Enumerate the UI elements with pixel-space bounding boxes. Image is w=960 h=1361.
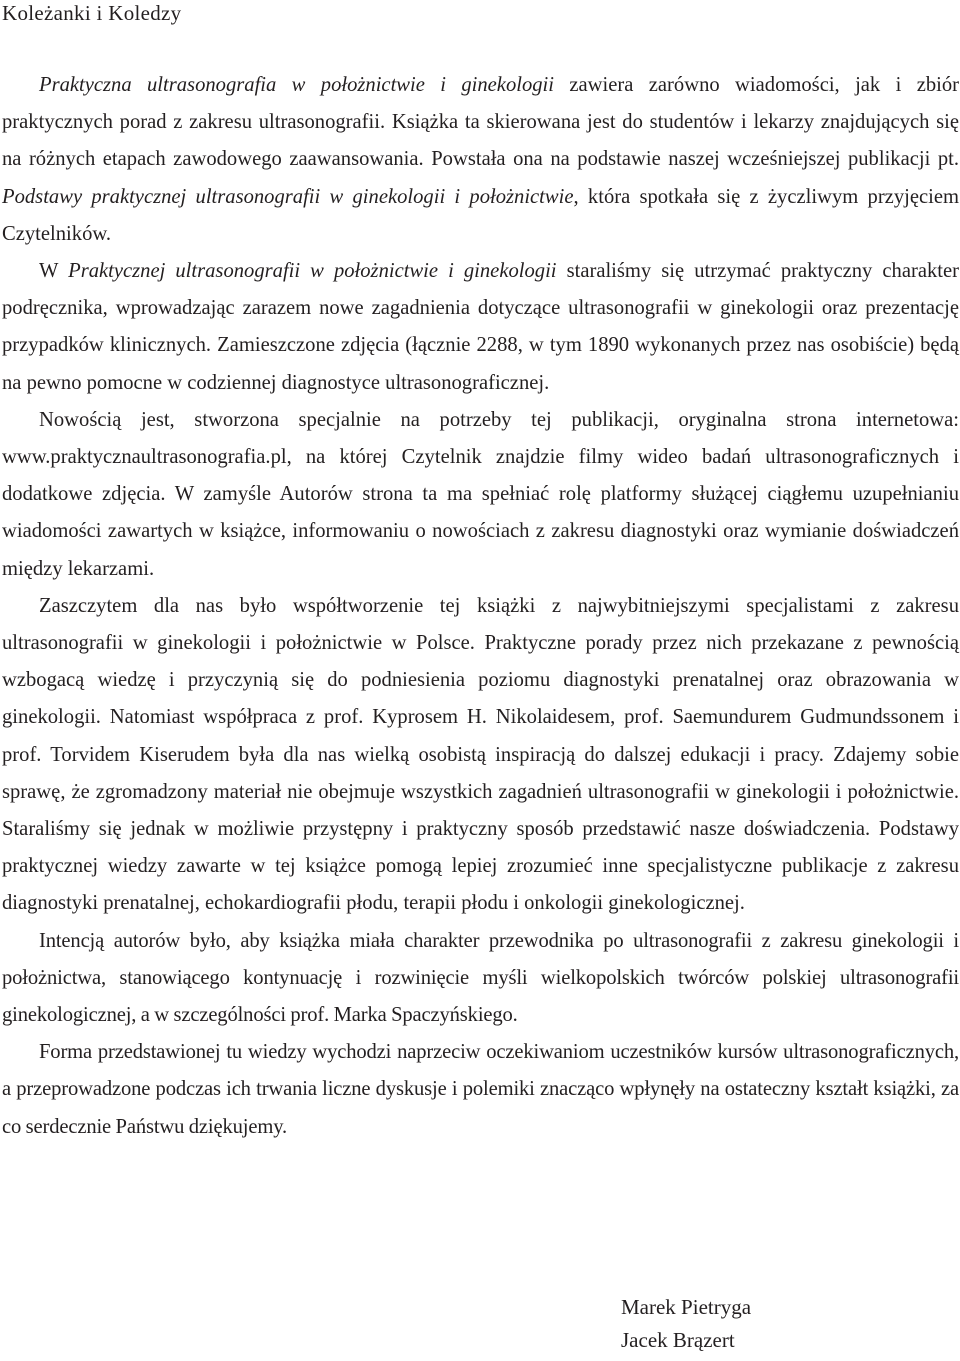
paragraph-1 bbox=[2, 67, 959, 253]
paragraph-3: Nowością jest, stworzona specjalnie na potrzeby tej publikacji, oryginalna strona internetowa: www.praktycznaultrasonografia.pl, na której Czytelnik znajdzie filmy wideo badań ultrasonograficznych i dodatkowe zdjęcia. W zamyśle Autorów strona ta ma spełniać rolę platformy służącej ciągłemu uzupełnianiu wiadomości zawartych w książce, informowaniu o nowościach z zakresu diagnostyki oraz wymianie doświadczeń między lekarzami. bbox=[2, 408, 959, 580]
paragraph-5: Intencją autorów było, aby książka miała charakter przewodnika po ultrasonografii z zakresu ginekologii i położnictwa, stanowiącego kontynuację i rozwinięcie myśli wielkopolskich twórców polskiej ultrasonografii ginekologicznej, a w szczególności prof. Marka Spaczyńskiego. bbox=[2, 929, 959, 1027]
signature-block bbox=[621, 1291, 751, 1357]
paragraph-4: Zaszczytem dla nas było współtworzenie tej książki z najwybitniejszymi specjalistami z zakresu ultrasonografii w ginekologii i położnictwie w Polsce. Praktyczne porady przez nich przekazane z pewnością wzbogacą wiedzę i przyczynią się do podniesienia poziomu diagnostyki prenatalnej oraz obrazowania w ginekologii. Natomiast współpraca z prof. Kyprosem H. Nikolaidesem, prof. Saemundurem Gudmundssonem i prof. Torvidem Kiserudem była dla nas wielką osobistą inspiracją do dalszej edukacji i pracy. Zdajemy sobie sprawę, że zgromadzony materiał nie obejmuje wszystkich zagadnień ultrasonografii w ginekologii i położnictwie. Staraliśmy się jednak w możliwie przystępny i praktyczny sposób przedstawić nasze doświadczenia. Podstawy praktycznej wiedzy zawarte w tej książce pomogą lepiej zrozumieć inne specjalistyczne publikacje z zakresu diagnostyki prenatalnej, echokardiografii płodu, terapii płodu i onkologii ginekologicznej. bbox=[2, 594, 959, 915]
paragraph-1-text-a: zawiera zarówno wiadomości, jak i zbiór praktycznych porad z zakresu ultrasonografii. Książka ta skierowana jest do studentów i lekarzy znajdujących się na różnych etapach zawodowego zaawansowania. Powstała ona na podstawie naszej wcześniejszej publikacji pt. bbox=[2, 74, 960, 171]
letter-body bbox=[2, 65, 959, 1146]
previous-book-title: Podstawy praktycznej ultrasonografii w ginekologii i położnictwie bbox=[2, 185, 574, 208]
author-name: Marek Pietryga bbox=[621, 1295, 752, 1319]
paragraph-2-lead: W bbox=[39, 260, 69, 283]
paragraph-6: Forma przedstawionej tu wiedzy wychodzi naprzeciw oczekiwaniom uczestników kursów ultrasonograficznych, a przeprowadzone podczas ich trwania liczne dyskusje i polemiki znacząco wpłynęły na ostateczny kształt książki, za co serdecznie Państwu dziękujemy. bbox=[2, 1041, 959, 1138]
author-name: Jacek Brązert bbox=[621, 1328, 735, 1352]
greeting-heading: Koleżanki i Koledzy bbox=[2, 1, 182, 25]
paragraph-2 bbox=[2, 253, 959, 402]
book-title-inline: Praktycznej ultrasonografii w położnictwie i ginekologii bbox=[68, 260, 557, 283]
paragraph-1-text-b: , która spotkała się z życzliwym przyjęciem Czytelników. bbox=[2, 185, 960, 245]
paragraph-2-text: staraliśmy się utrzymać praktyczny charakter podręcznika, wprowadzając zarazem nowe zagadnienia dotyczące ultrasonografii w ginekologii oraz prezentację przypadków klinicznych. Zamieszczone zdjęcia (łącznie 2288, w tym 1890 wykonanych przez nas osobiście) będą na pewno pomocne w codziennej diagnostyce ultrasonograficznej. bbox=[2, 260, 959, 394]
book-title: Praktyczna ultrasonografia w położnictwie i ginekologii bbox=[39, 74, 555, 96]
